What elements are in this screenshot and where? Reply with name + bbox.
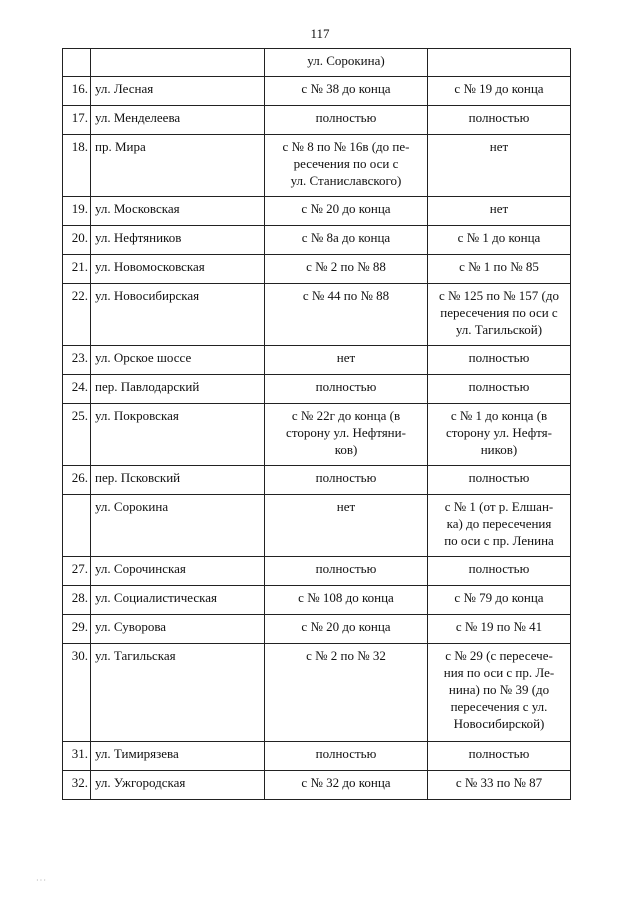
even-side: нет: [265, 346, 428, 375]
odd-side: полностью: [428, 742, 571, 771]
even-side: с № 22г до конца (в сторону ул. Нефтяни- ков): [265, 404, 428, 466]
table-row: [63, 495, 571, 557]
odd-side: полностью: [428, 106, 571, 135]
street-name: пр. Мира: [91, 135, 265, 197]
row-number: 31.: [63, 742, 91, 771]
even-side: полностью: [265, 466, 428, 495]
odd-side: с № 19 по № 41: [428, 615, 571, 644]
odd-side: с № 1 (от р. Елшан- ка) до пересечения по оси с пр. Ленина: [428, 495, 571, 557]
table-row: [63, 49, 571, 77]
even-side: с № 44 по № 88: [265, 284, 428, 346]
even-side: с № 8 по № 16в (до пе- ресечения по оси с ул. Станиславского): [265, 135, 428, 197]
row-number: 21.: [63, 255, 91, 284]
table-row: [63, 557, 571, 586]
row-number: 27.: [63, 557, 91, 586]
street-name: ул. Ужгородская: [91, 771, 265, 800]
street-name: ул. Социалистическая: [91, 586, 265, 615]
table-row: [63, 106, 571, 135]
table-row: [63, 77, 571, 106]
even-side: с № 108 до конца: [265, 586, 428, 615]
row-number: 25.: [63, 404, 91, 466]
street-name: [91, 49, 265, 77]
row-number: 28.: [63, 586, 91, 615]
row-number: 17.: [63, 106, 91, 135]
street-name: ул. Суворова: [91, 615, 265, 644]
even-side: с № 2 по № 32: [265, 644, 428, 742]
even-side: с № 20 до конца: [265, 197, 428, 226]
table-row: [63, 404, 571, 466]
page-number: 117: [310, 26, 330, 41]
row-number: 22.: [63, 284, 91, 346]
street-name: ул. Менделеева: [91, 106, 265, 135]
street-name: ул. Орское шоссе: [91, 346, 265, 375]
row-number: 24.: [63, 375, 91, 404]
table-row: [63, 255, 571, 284]
street-name: ул. Тимирязева: [91, 742, 265, 771]
table-row: [63, 615, 571, 644]
even-side: с № 2 по № 88: [265, 255, 428, 284]
table-row: [63, 197, 571, 226]
odd-side: полностью: [428, 466, 571, 495]
row-number: 19.: [63, 197, 91, 226]
street-name: ул. Сорокина: [91, 495, 265, 557]
street-name: ул. Московская: [91, 197, 265, 226]
row-number: 20.: [63, 226, 91, 255]
odd-side: с № 1 до конца: [428, 226, 571, 255]
table-row: [63, 284, 571, 346]
table-row: [63, 466, 571, 495]
odd-side: с № 19 до конца: [428, 77, 571, 106]
row-number: [63, 49, 91, 77]
odd-side: с № 125 по № 157 (до пересечения по оси с ул. Тагильской): [428, 284, 571, 346]
row-number: 18.: [63, 135, 91, 197]
street-name: ул. Нефтяников: [91, 226, 265, 255]
table-row: [63, 586, 571, 615]
even-side: полностью: [265, 742, 428, 771]
street-name: ул. Лесная: [91, 77, 265, 106]
odd-side: с № 1 до конца (в сторону ул. Нефтя- ников): [428, 404, 571, 466]
row-number: 23.: [63, 346, 91, 375]
street-name: ул. Новомосковская: [91, 255, 265, 284]
even-side: полностью: [265, 375, 428, 404]
table-row: [63, 135, 571, 197]
even-side: с № 8а до конца: [265, 226, 428, 255]
row-number: [63, 495, 91, 557]
odd-side: [428, 49, 571, 77]
row-number: 29.: [63, 615, 91, 644]
even-side: нет: [265, 495, 428, 557]
odd-side: с № 1 по № 85: [428, 255, 571, 284]
row-number: 26.: [63, 466, 91, 495]
table-row: [63, 346, 571, 375]
street-name: ул. Покровская: [91, 404, 265, 466]
table-row: [63, 644, 571, 742]
street-name: ул. Тагильская: [91, 644, 265, 742]
row-number: 32.: [63, 771, 91, 800]
odd-side: с № 79 до конца: [428, 586, 571, 615]
odd-side: нет: [428, 135, 571, 197]
even-side: ул. Сорокина): [265, 49, 428, 77]
even-side: с № 20 до конца: [265, 615, 428, 644]
even-side: полностью: [265, 557, 428, 586]
street-name: пер. Павлодарский: [91, 375, 265, 404]
even-side: полностью: [265, 106, 428, 135]
odd-side: с № 33 по № 87: [428, 771, 571, 800]
odd-side: полностью: [428, 557, 571, 586]
street-name: ул. Новосибирская: [91, 284, 265, 346]
odd-side: полностью: [428, 375, 571, 404]
table-row: [63, 226, 571, 255]
even-side: с № 32 до конца: [265, 771, 428, 800]
table-row: [63, 742, 571, 771]
street-name: пер. Псковский: [91, 466, 265, 495]
row-number: 16.: [63, 77, 91, 106]
streets-table: [62, 48, 571, 800]
table-row: [63, 375, 571, 404]
row-number: 30.: [63, 644, 91, 742]
odd-side: с № 29 (с пересече- ния по оси с пр. Ле- нина) по № 39 (до пересечения с ул. Новосибирской): [428, 644, 571, 742]
footer-mark: ···: [36, 876, 47, 885]
table-row: [63, 771, 571, 800]
street-name: ул. Сорочинская: [91, 557, 265, 586]
odd-side: нет: [428, 197, 571, 226]
even-side: с № 38 до конца: [265, 77, 428, 106]
odd-side: полностью: [428, 346, 571, 375]
